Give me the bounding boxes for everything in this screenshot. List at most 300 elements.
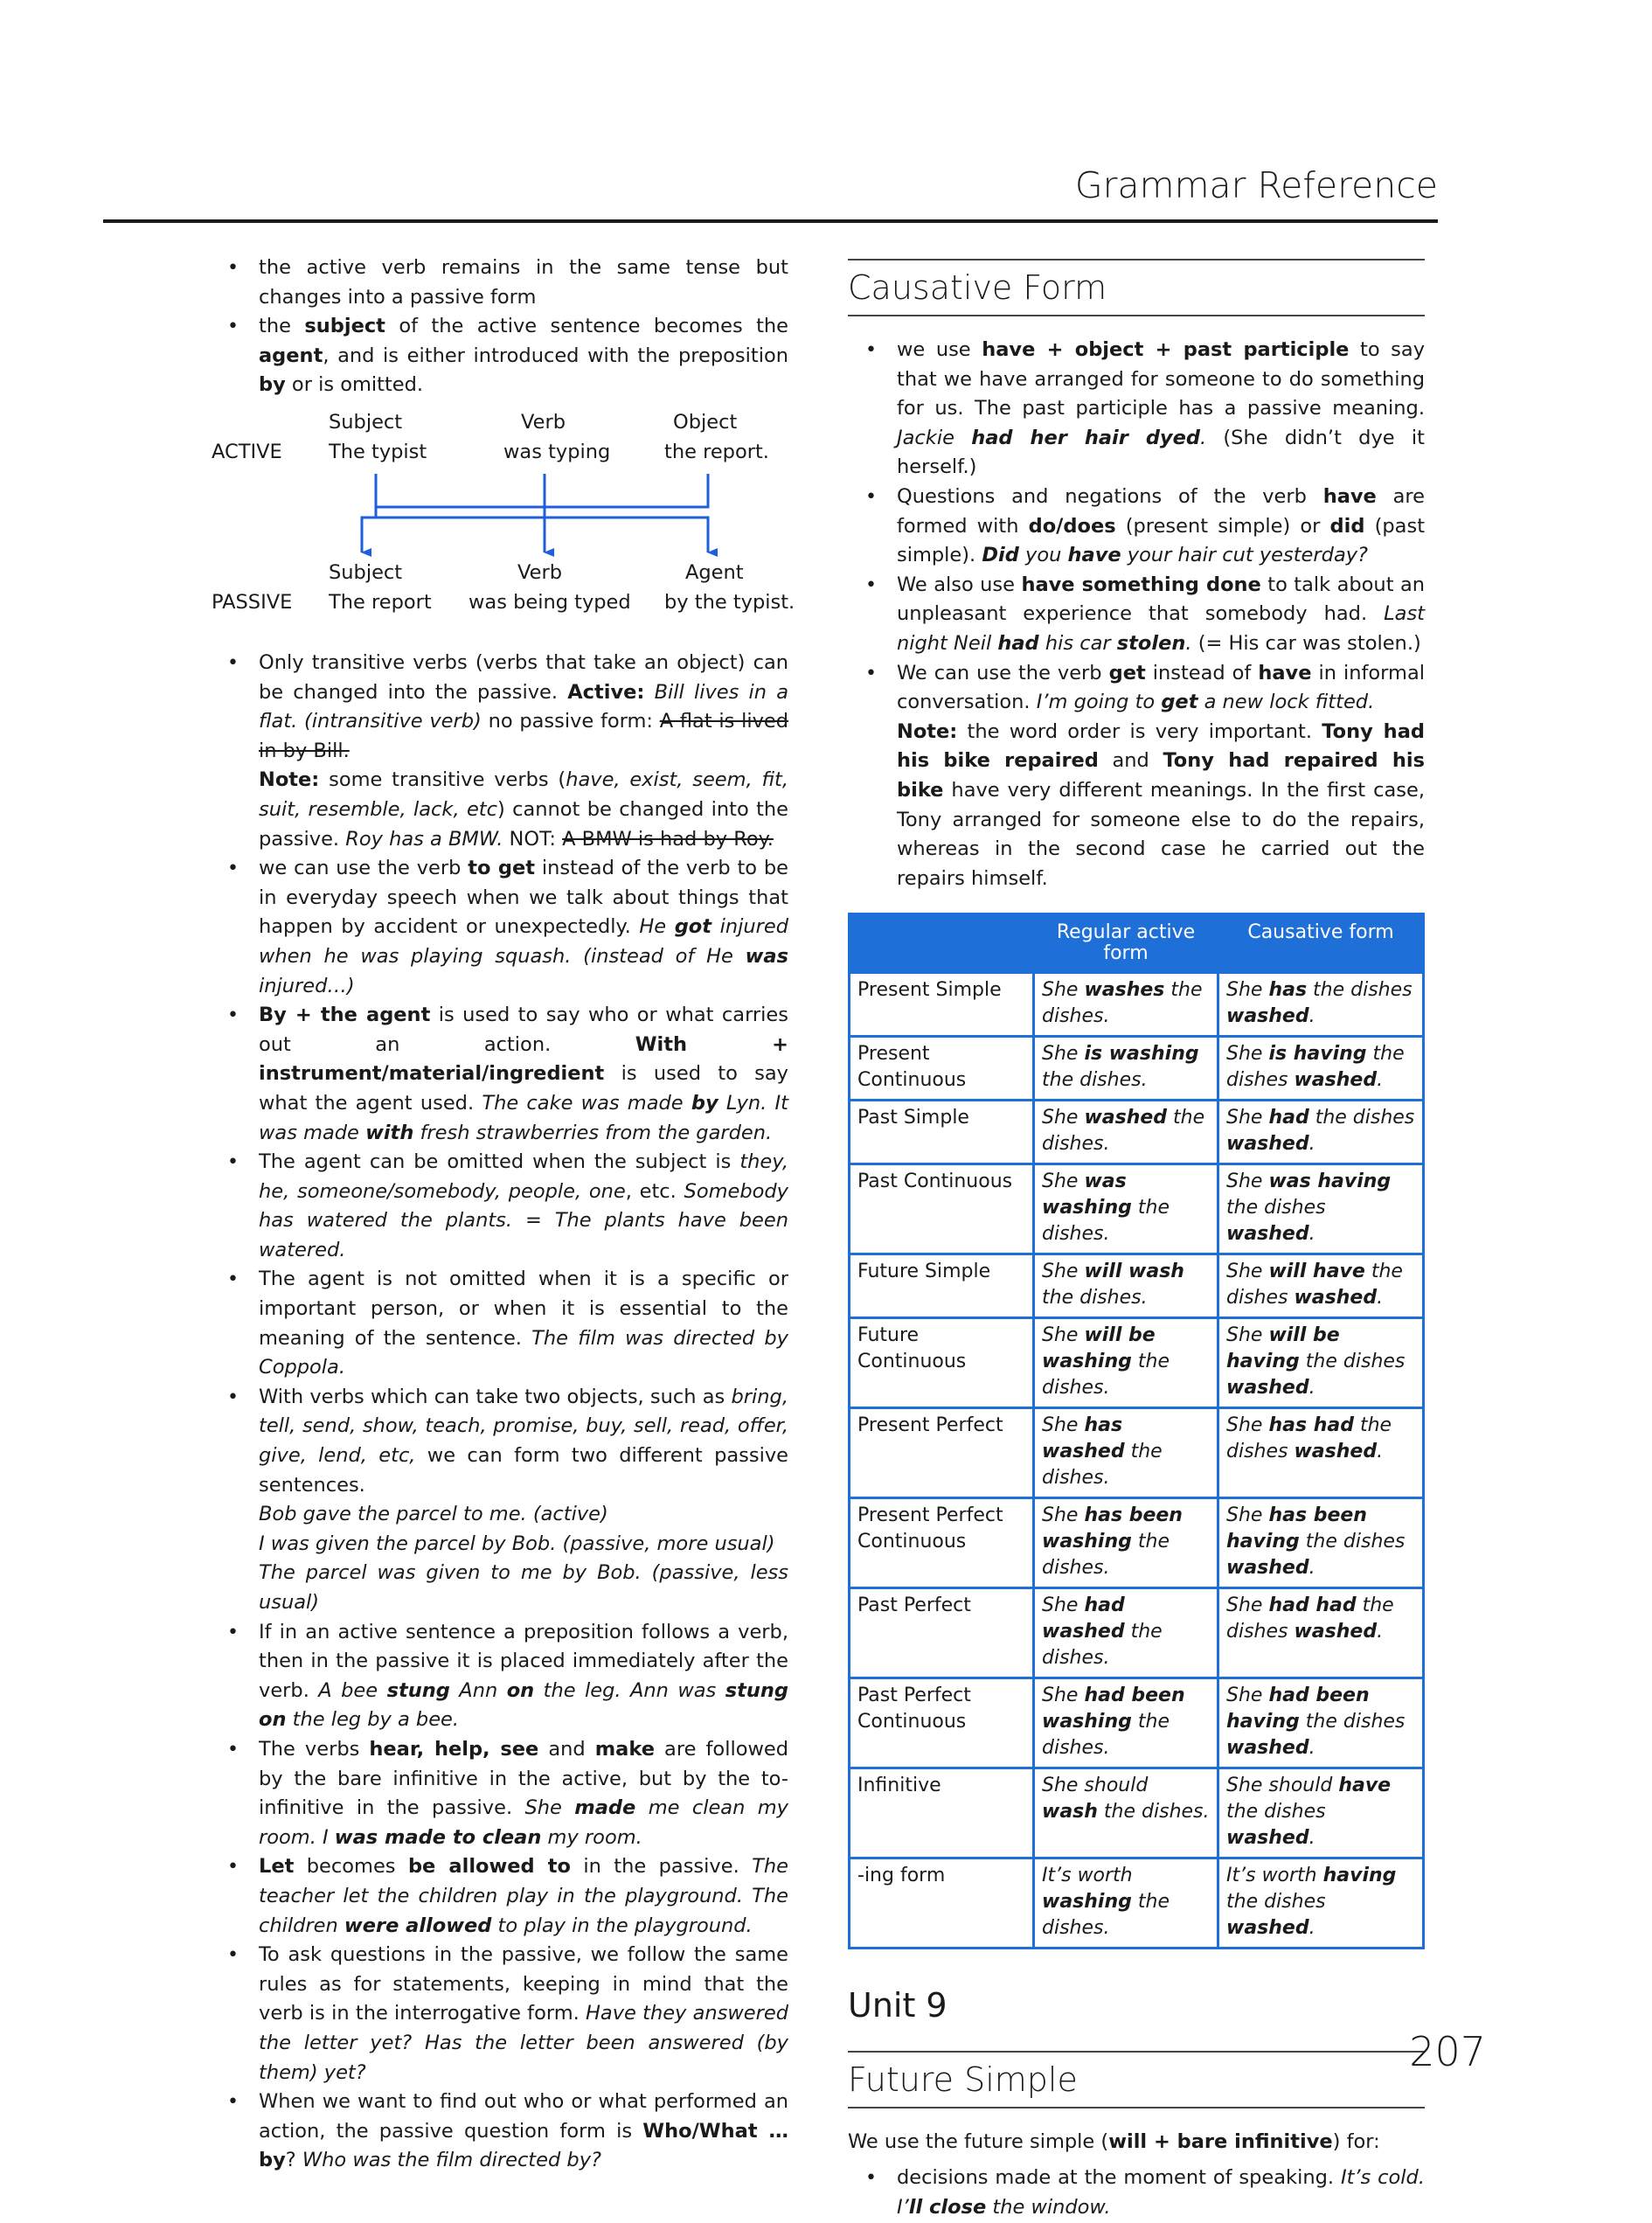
italic-text: the dishes. bbox=[1042, 1891, 1170, 1940]
list-item bbox=[210, 1941, 788, 2088]
left-column-rules bbox=[210, 649, 788, 2176]
text-run: becomes bbox=[294, 1855, 408, 1879]
italic-text: She bbox=[1042, 1171, 1085, 1193]
italic-text: my room. bbox=[541, 1825, 642, 1849]
bold-text: washed bbox=[1294, 1441, 1378, 1463]
italic-text: the dishes bbox=[1226, 1594, 1394, 1643]
text-run: If in an active sentence a preposition follows a verb, then in the passive it is placed immediately after the verb. bbox=[259, 1620, 788, 1702]
italic-text: It’s cold. I’ bbox=[897, 2166, 1425, 2220]
text-run: We can use the verb bbox=[897, 661, 1109, 684]
causative-table bbox=[848, 913, 1425, 1949]
list-item bbox=[210, 1735, 788, 1852]
bold-text: will be having bbox=[1226, 1324, 1340, 1373]
active-form-cell bbox=[1034, 1037, 1218, 1101]
list-item bbox=[210, 854, 788, 1001]
bold-text: has been having bbox=[1226, 1504, 1367, 1553]
italic-text: the dishes. bbox=[1097, 1801, 1210, 1824]
italic-text: She should bbox=[1042, 1775, 1149, 1797]
unit-title: Unit 9 bbox=[848, 1986, 947, 2025]
table-header-row bbox=[850, 914, 1424, 973]
italic-text: injured when he was playing squash. (instead of He bbox=[259, 915, 788, 968]
table-row bbox=[850, 1254, 1424, 1318]
tense-name-cell: Past Simple bbox=[850, 1101, 1034, 1164]
text-run: With verbs which can take two objects, such as bbox=[259, 1385, 732, 1408]
bold-text: had bbox=[997, 631, 1039, 655]
tense-name-cell: Past Perfect Continuous bbox=[850, 1678, 1034, 1768]
italic-text: injured…) bbox=[259, 974, 355, 997]
bold-text: has been washing bbox=[1042, 1504, 1183, 1553]
bold-text: got bbox=[674, 915, 712, 939]
italic-text: She bbox=[1226, 1414, 1269, 1437]
table-row bbox=[850, 1101, 1424, 1164]
bold-text: washed bbox=[1226, 1005, 1309, 1028]
text-run: We also use bbox=[897, 573, 1022, 596]
text-run: ) for: bbox=[1332, 2129, 1380, 2153]
causative-bottom-rule bbox=[848, 315, 1425, 316]
bold-text: to get bbox=[468, 857, 536, 880]
causative-title: Causative Form bbox=[848, 268, 1107, 307]
bold-text: washed bbox=[1226, 1377, 1309, 1400]
italic-text: bring, tell, send, show, teach, promise, buy, sell, read, offer, give, lend, etc, bbox=[259, 1385, 788, 1468]
list-item bbox=[210, 2088, 788, 2176]
diagram-object-label: Object bbox=[673, 411, 738, 434]
active-form-cell bbox=[1034, 1858, 1218, 1949]
bold-text: washes bbox=[1084, 979, 1165, 1002]
italic-text: Ann bbox=[449, 1678, 507, 1702]
bold-text: Let bbox=[259, 1855, 295, 1879]
list-item bbox=[210, 1383, 788, 1618]
diagram-active-label: ACTIVE bbox=[212, 441, 282, 463]
bold-text: washed bbox=[1226, 1737, 1309, 1760]
italic-text: She bbox=[1042, 1107, 1085, 1129]
list-item bbox=[848, 571, 1425, 659]
diagram-verb-label: Verb bbox=[521, 411, 566, 434]
text-run: (past simple). bbox=[897, 514, 1426, 567]
tense-name-cell: Infinitive bbox=[850, 1768, 1034, 1858]
italic-text: She bbox=[1226, 1685, 1269, 1707]
italic-text: . bbox=[1308, 1917, 1315, 1940]
text-run: (present simple) or bbox=[1115, 514, 1330, 538]
bold-text: did bbox=[1329, 514, 1365, 538]
arrow-subject bbox=[362, 507, 376, 552]
bold-text: will be washing bbox=[1042, 1324, 1156, 1373]
italic-text: She bbox=[1226, 1324, 1269, 1347]
list-item bbox=[210, 649, 788, 854]
italic-text: It’s worth bbox=[1042, 1865, 1133, 1887]
text-run: , etc. bbox=[625, 1179, 684, 1203]
italic-text: . bbox=[1308, 1223, 1315, 1246]
bold-text: by bbox=[259, 373, 286, 397]
italic-text: the dishes. bbox=[1042, 1621, 1163, 1670]
italic-text: . bbox=[1377, 1441, 1384, 1463]
italic-text: . bbox=[1377, 1621, 1384, 1643]
italic-text: The film was directed by Coppola. bbox=[259, 1326, 788, 1379]
tense-name-cell: Future Continuous bbox=[850, 1318, 1034, 1408]
italic-text: She bbox=[1042, 1594, 1085, 1617]
text-run: are formed with bbox=[897, 484, 1425, 538]
bold-text: had her hair dyed bbox=[971, 426, 1200, 449]
tense-name-cell: Present Perfect bbox=[850, 1408, 1034, 1498]
table-row bbox=[850, 1408, 1424, 1498]
list-item bbox=[210, 254, 788, 312]
active-form-cell bbox=[1034, 1254, 1218, 1318]
table-header-tense bbox=[850, 914, 1034, 973]
italic-text: She bbox=[1226, 979, 1269, 1002]
tense-name-cell: Future Simple bbox=[850, 1254, 1034, 1318]
table-row bbox=[850, 1037, 1424, 1101]
italic-text: She bbox=[1226, 1594, 1269, 1617]
table-row bbox=[850, 1678, 1424, 1768]
table-row bbox=[850, 1164, 1424, 1254]
diagram-passive-verb: was being typed bbox=[469, 591, 631, 614]
left-column bbox=[210, 254, 788, 400]
italic-text: you bbox=[1018, 544, 1068, 567]
text-run: to talk about an unpleasant experience that somebody had. bbox=[897, 573, 1425, 626]
italic-text: have, exist, seem, fit, suit, resemble, lack, etc bbox=[259, 768, 788, 821]
bold-text: washed bbox=[1226, 1827, 1309, 1850]
text-run: When we want to find out who or what performed an action, the passive question form is bbox=[259, 2090, 788, 2143]
bold-text: was bbox=[745, 944, 788, 968]
bold-text: have + object + past participle bbox=[982, 338, 1350, 361]
text-run: The agent can be omitted when the subject is bbox=[259, 1150, 740, 1174]
active-form-cell bbox=[1034, 1768, 1218, 1858]
text-run: to say that we have arranged for someone to do something for us. The past participle has a passive meaning. bbox=[897, 338, 1426, 420]
italic-text: She bbox=[1042, 979, 1085, 1002]
tense-name-cell: Past Continuous bbox=[850, 1164, 1034, 1254]
text-run: (= His car was stolen.) bbox=[1191, 631, 1421, 655]
italic-text: She bbox=[1042, 1324, 1085, 1347]
bold-text: washed bbox=[1294, 1621, 1378, 1643]
causative-list bbox=[848, 336, 1425, 893]
italic-text: . bbox=[1199, 426, 1207, 449]
list-item bbox=[210, 312, 788, 400]
italic-text: . bbox=[1308, 1557, 1315, 1580]
bold-text: will + bare infinitive bbox=[1108, 2129, 1333, 2153]
italic-text: She bbox=[1226, 1171, 1269, 1193]
bold-text: stung on bbox=[259, 1678, 788, 1732]
bold-text: washed bbox=[1226, 1223, 1309, 1246]
bold-text: Did bbox=[982, 544, 1019, 567]
bold-text: washed bbox=[1084, 1107, 1168, 1129]
italic-text: It’s worth bbox=[1226, 1865, 1323, 1887]
italic-text: the dishes bbox=[1226, 1891, 1326, 1914]
text-run: is used to say who or what carries out an action. bbox=[259, 1004, 789, 1056]
text-run: ? bbox=[285, 2149, 302, 2172]
future-simple-title: Future Simple bbox=[848, 2060, 1078, 2099]
italic-text: A bee bbox=[318, 1678, 387, 1702]
bold-text: washed bbox=[1226, 1557, 1309, 1580]
bold-text: will have bbox=[1268, 1261, 1365, 1283]
text-run: some transitive verbs ( bbox=[319, 768, 566, 792]
italic-text: fresh strawberries from the garden. bbox=[413, 1121, 773, 1144]
struck-text: A flat is lived in by Bill. bbox=[259, 710, 789, 762]
table-row bbox=[850, 1588, 1424, 1678]
text-run: , and is either introduced with the preposition bbox=[323, 344, 788, 367]
tense-name-cell: -ing form bbox=[850, 1858, 1034, 1949]
text-run: is used to say what the agent used. bbox=[259, 1062, 788, 1115]
italic-text: She bbox=[1042, 1414, 1085, 1437]
italic-text: . bbox=[1185, 631, 1192, 655]
bold-text: have bbox=[1338, 1775, 1392, 1797]
italic-text: I’m going to bbox=[1036, 691, 1162, 714]
italic-text: they, he, someone/somebody, people, one bbox=[259, 1150, 788, 1203]
italic-text: the dishes. bbox=[1042, 1107, 1205, 1156]
right-column bbox=[848, 259, 1425, 2223]
future-list bbox=[848, 2164, 1425, 2222]
italic-text: . bbox=[1308, 1005, 1315, 1028]
bold-text: Note: bbox=[897, 719, 958, 743]
text-run: the active verb remains in the same tense but changes into a passive form bbox=[259, 256, 788, 309]
causative-form-cell bbox=[1218, 1254, 1424, 1318]
causative-form-cell bbox=[1218, 1498, 1424, 1588]
italic-text: the dishes bbox=[1299, 1711, 1406, 1733]
italic-text: the dishes bbox=[1307, 979, 1413, 1002]
text-run: ) cannot be changed into the passive. bbox=[259, 797, 788, 851]
header-rule bbox=[103, 219, 1438, 223]
italic-text: the window. bbox=[986, 2196, 1111, 2220]
diagram-agent-label: Agent bbox=[685, 561, 744, 584]
active-form-cell bbox=[1034, 1408, 1218, 1498]
italic-text: the dishes bbox=[1299, 1531, 1406, 1553]
bold-text: will wash bbox=[1084, 1261, 1184, 1283]
active-form-cell bbox=[1034, 1164, 1218, 1254]
text-run: have very different meanings. In the first case, Tony arranged for someone else to do the repairs, whereas in the second case he carried out the repairs himself. bbox=[897, 778, 1425, 890]
italic-text: the dishes bbox=[1226, 1414, 1392, 1463]
italic-text: . bbox=[1377, 1069, 1384, 1092]
text-run: (She didn’t dye it herself.) bbox=[897, 426, 1425, 479]
active-form-cell bbox=[1034, 1318, 1218, 1408]
italic-text: Roy has a BMW. bbox=[345, 827, 503, 851]
bold-text: is washing bbox=[1084, 1043, 1199, 1066]
italic-text: the dishes. bbox=[1042, 979, 1203, 1028]
list-item bbox=[210, 1618, 788, 1735]
causative-form-cell bbox=[1218, 1678, 1424, 1768]
text-run: NOT: bbox=[503, 827, 563, 851]
table-row bbox=[850, 1498, 1424, 1588]
bold-text: get bbox=[1161, 691, 1198, 714]
italic-text: Bob gave the parcel to me. (active) bbox=[259, 1503, 608, 1526]
italic-text: the dishes. bbox=[1042, 1531, 1170, 1580]
italic-text: I was given the parcel by Bob. (passive, more usual) bbox=[259, 1532, 775, 1555]
bold-text: agent bbox=[259, 344, 323, 367]
italic-text: Jackie bbox=[897, 426, 972, 449]
future-bottom-rule bbox=[848, 2107, 1425, 2108]
causative-form-cell bbox=[1218, 1408, 1424, 1498]
text-run: we can use the verb bbox=[259, 857, 469, 880]
bold-text: had bbox=[1268, 1107, 1309, 1129]
text-run: no passive form: bbox=[481, 710, 660, 733]
bold-text: have bbox=[1322, 484, 1377, 508]
table-header-causative: Causative form bbox=[1218, 914, 1424, 973]
bold-text: had been having bbox=[1226, 1685, 1370, 1733]
italic-text: Who was the film directed by? bbox=[302, 2149, 601, 2172]
text-run: in informal conversation. bbox=[897, 661, 1425, 714]
bold-text: were allowed bbox=[344, 1914, 492, 1937]
italic-text: Somebody has watered the plants. = The plants have been watered. bbox=[259, 1179, 788, 1261]
italic-text: the dishes bbox=[1308, 1107, 1415, 1129]
causative-form-cell bbox=[1218, 1318, 1424, 1408]
italic-text: the dishes. bbox=[1042, 1287, 1148, 1309]
table-row bbox=[850, 1858, 1424, 1949]
italic-text: She bbox=[1042, 1043, 1085, 1066]
bold-text: having bbox=[1322, 1865, 1397, 1887]
list-item bbox=[210, 1852, 788, 1941]
tense-name-cell: Present Perfect Continuous bbox=[850, 1498, 1034, 1588]
bold-text: Note: bbox=[259, 768, 320, 792]
text-run: of the active sentence becomes the bbox=[385, 315, 788, 338]
text-run: The verbs bbox=[259, 1737, 370, 1761]
bold-text: do/does bbox=[1028, 514, 1116, 538]
bold-text: wash bbox=[1042, 1801, 1098, 1824]
passive-intro-list bbox=[210, 254, 788, 400]
causative-form-cell bbox=[1218, 1858, 1424, 1949]
diagram-active-verb: was typing bbox=[503, 441, 611, 463]
italic-text: the dishes bbox=[1226, 1197, 1326, 1219]
bold-text: Who/What … by bbox=[259, 2119, 788, 2172]
italic-text: She bbox=[524, 1796, 575, 1820]
diagram-active-subject: The typist bbox=[329, 441, 427, 463]
page-header-title: Grammar Reference bbox=[1074, 164, 1438, 206]
causative-form-cell bbox=[1218, 1101, 1424, 1164]
italic-text: She bbox=[1226, 1107, 1269, 1129]
active-form-cell bbox=[1034, 1498, 1218, 1588]
italic-text: the dishes. bbox=[1042, 1711, 1170, 1760]
bold-text: has had bbox=[1268, 1414, 1354, 1437]
italic-text: Have they answered the letter yet? Has the letter been answered (by them) yet? bbox=[259, 2002, 788, 2084]
arrow-agent bbox=[376, 518, 708, 552]
italic-text: She bbox=[1226, 1504, 1269, 1527]
text-run: and bbox=[1098, 749, 1163, 773]
list-item bbox=[210, 1001, 788, 1148]
italic-text: the dishes. bbox=[1042, 1197, 1170, 1246]
italic-text: . bbox=[1377, 1287, 1384, 1309]
passive-rules-list bbox=[210, 649, 788, 2176]
active-form-cell bbox=[1034, 1588, 1218, 1678]
diagram-verb-label-2: Verb bbox=[517, 561, 563, 584]
italic-text: She bbox=[1226, 1043, 1269, 1066]
diagram-subject-label: Subject bbox=[329, 411, 403, 434]
italic-text: his car bbox=[1038, 631, 1117, 655]
text-run: we use bbox=[897, 338, 982, 361]
text-run: are followed by the bare infinitive in the active, but by the to-infinitive in the passive. bbox=[259, 1737, 788, 1820]
causative-form-cell bbox=[1218, 1588, 1424, 1678]
bold-text: Tony had his bike repaired bbox=[897, 719, 1425, 773]
bold-text: Tony had repaired his bike bbox=[897, 749, 1425, 802]
italic-text: He bbox=[639, 915, 675, 939]
italic-text: the dishes. bbox=[1042, 1351, 1170, 1400]
tense-name-cell: Present Simple bbox=[850, 973, 1034, 1037]
bold-text: is having bbox=[1268, 1043, 1367, 1066]
bold-text: subject bbox=[304, 315, 385, 338]
bold-text: washed bbox=[1226, 1917, 1309, 1940]
causative-form-cell bbox=[1218, 973, 1424, 1037]
bold-text: stung bbox=[386, 1678, 450, 1702]
text-run: in the passive. bbox=[570, 1855, 753, 1879]
bold-text: stolen bbox=[1116, 631, 1186, 655]
italic-text: a new lock fitted. bbox=[1197, 691, 1375, 714]
italic-text: . bbox=[1308, 1377, 1315, 1400]
struck-text: A BMW is had by Roy. bbox=[562, 827, 774, 851]
causative-form-cell bbox=[1218, 1037, 1424, 1101]
table-body bbox=[850, 973, 1424, 1949]
bold-text: By + the agent bbox=[259, 1004, 431, 1027]
bold-text: washed bbox=[1294, 1069, 1378, 1092]
diagram-subject-label-2: Subject bbox=[329, 561, 403, 584]
bold-text: with bbox=[365, 1121, 414, 1144]
italic-text: Bill lives in a flat. (intransitive verb) bbox=[259, 680, 788, 733]
diagram-active-object: the report. bbox=[664, 441, 769, 463]
text-run: We use the future simple ( bbox=[848, 2129, 1109, 2153]
text-run: decisions made at the moment of speaking. bbox=[897, 2166, 1341, 2190]
arrow-connector-top bbox=[376, 474, 708, 507]
italic-text: Lyn. It was made bbox=[259, 1091, 789, 1144]
bold-text: ll close bbox=[908, 2196, 987, 2220]
text-run: instead of the verb to be in everyday speech when we talk about things that happen by accident or unexpectedly. bbox=[259, 857, 788, 939]
italic-text: . bbox=[1308, 1133, 1315, 1156]
italic-text: The teacher let the children play in the playground. The children bbox=[259, 1855, 788, 1937]
italic-text: the dishes bbox=[1299, 1351, 1406, 1373]
text-run: To ask questions in the passive, we follow the same rules as for statements, keeping in mind that the verb is in the interrogative form. bbox=[259, 1943, 788, 2025]
active-form-cell bbox=[1034, 1678, 1218, 1768]
bold-text: be allowed to bbox=[407, 1855, 571, 1879]
table-row bbox=[850, 1768, 1424, 1858]
text-run bbox=[644, 681, 654, 704]
italic-text: me clean my room. I bbox=[259, 1796, 788, 1849]
bold-text: have bbox=[1258, 661, 1312, 684]
italic-text: the dishes. bbox=[1042, 1069, 1148, 1092]
italic-text: the leg. Ann was bbox=[534, 1678, 725, 1702]
bold-text: washed bbox=[1294, 1287, 1378, 1309]
bold-text: hear, help, see bbox=[369, 1737, 539, 1761]
table-row bbox=[850, 973, 1424, 1037]
italic-text: the dishes bbox=[1226, 1801, 1326, 1824]
text-run: Only transitive verbs (verbs that take an object) can be changed into the passive. bbox=[259, 651, 788, 704]
text-run: we can form two different passive sentences. bbox=[259, 1444, 788, 1497]
causative-form-cell bbox=[1218, 1164, 1424, 1254]
table-header-active: Regular active form bbox=[1034, 914, 1218, 973]
text-run: the bbox=[259, 315, 305, 338]
text-run: or is omitted. bbox=[285, 373, 424, 397]
italic-text: your hair cut yesterday? bbox=[1121, 544, 1368, 567]
bold-text: made bbox=[574, 1796, 636, 1820]
italic-text: the dishes. bbox=[1042, 1441, 1163, 1490]
italic-text: . bbox=[1308, 1737, 1315, 1760]
list-item bbox=[848, 336, 1425, 483]
page-number: 207 bbox=[1409, 2028, 1486, 2075]
italic-text: . bbox=[1308, 1827, 1315, 1850]
italic-text: The cake was made bbox=[482, 1091, 691, 1115]
italic-text: the dishes bbox=[1226, 1261, 1403, 1309]
italic-text: She bbox=[1226, 1261, 1269, 1283]
bold-text: was made to clean bbox=[334, 1825, 542, 1849]
list-item bbox=[210, 1148, 788, 1265]
causative-form-cell bbox=[1218, 1768, 1424, 1858]
text-run: instead of bbox=[1145, 661, 1259, 684]
bold-text: make bbox=[594, 1737, 655, 1761]
bold-text: has washed bbox=[1042, 1414, 1125, 1463]
bold-text: had been washing bbox=[1042, 1685, 1185, 1733]
italic-text: the dishes bbox=[1226, 1043, 1405, 1092]
italic-text: The parcel was given to me by Bob. (passive, less usual) bbox=[259, 1561, 788, 1614]
tense-name-cell: Present Continuous bbox=[850, 1037, 1034, 1101]
diagram-passive-agent: by the typist. bbox=[664, 591, 795, 614]
bold-text: get bbox=[1108, 661, 1146, 684]
text-run: Questions and negations of the verb bbox=[897, 484, 1323, 508]
bold-text: was having bbox=[1268, 1171, 1392, 1193]
italic-text: She bbox=[1042, 1504, 1085, 1527]
active-passive-diagram bbox=[210, 411, 795, 629]
text-run: and bbox=[538, 1737, 595, 1761]
